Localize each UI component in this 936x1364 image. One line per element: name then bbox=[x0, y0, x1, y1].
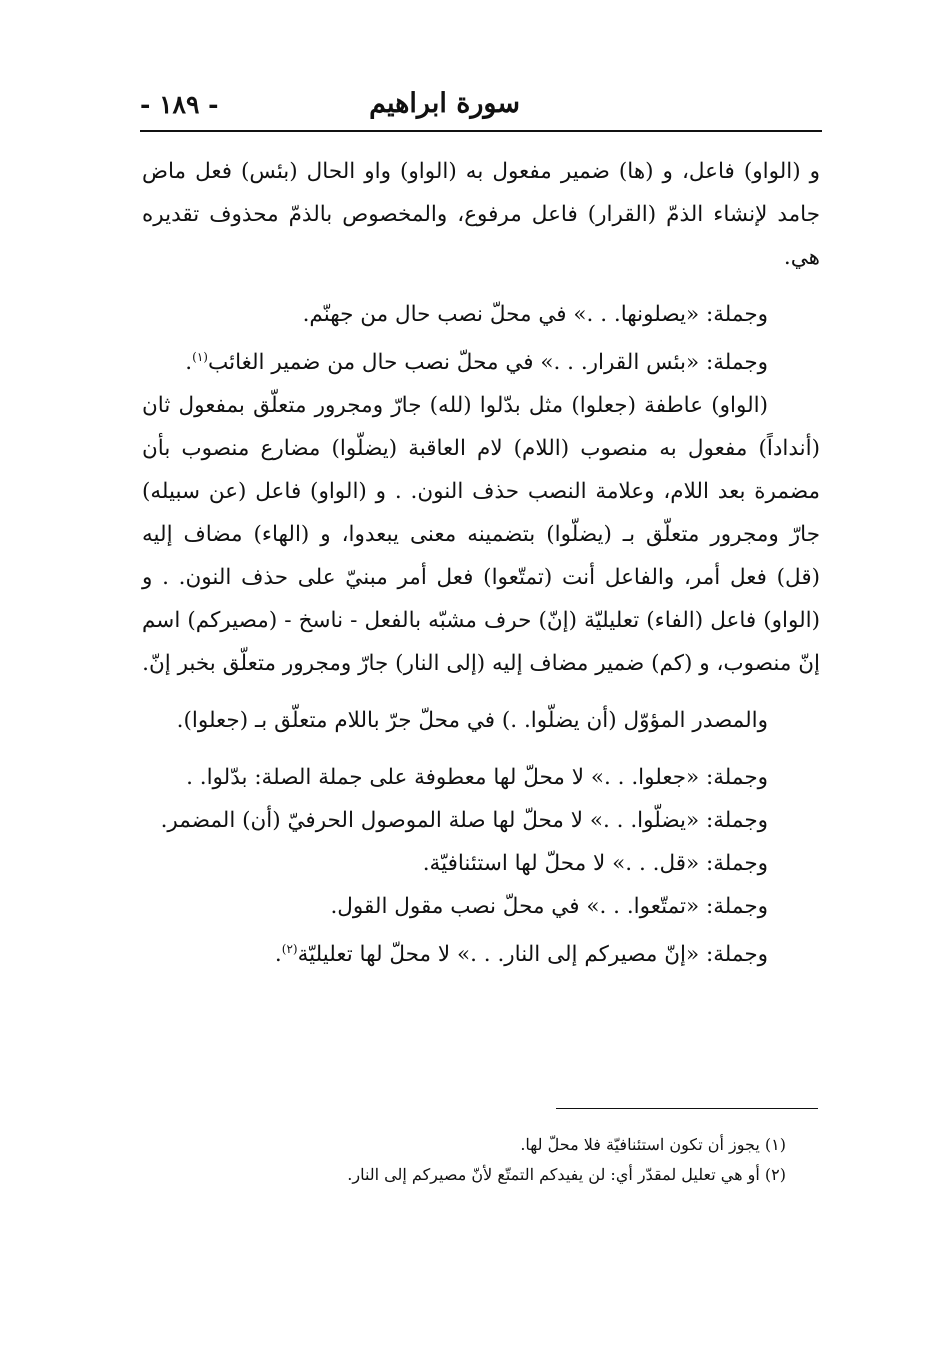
footnote: (٢) أو هي تعليل لمقدّر أي: لن يفيدكم التمتّع لأنّ مصيركم إلى النار. bbox=[347, 1165, 786, 1184]
footnote-ref: (٢) bbox=[281, 942, 298, 957]
page-number: - ١٨٩ - bbox=[140, 90, 219, 119]
paragraph: وجملة: «جعلوا. . .» لا محلّ لها معطوفة على جملة الصلة: بدّلوا. . bbox=[186, 765, 768, 791]
paragraph: وجملة: «تمتّعوا. . .» في محلّ نصب مقول القول. bbox=[330, 894, 768, 920]
header-rule bbox=[140, 130, 822, 132]
paragraph: والمصدر المؤوّل (أن يضلّوا. .) في محلّ جرّ باللام متعلّق بـ (جعلوا). bbox=[176, 708, 768, 734]
footnote-rule bbox=[556, 1108, 818, 1109]
paragraph: وجملة: «يضلّوا. . .» لا محلّ لها صلة الموصول الحرفيّ (أن) المضمر. bbox=[160, 808, 768, 834]
paragraph: و (الواو) فاعل، و (ها) ضمير مفعول به (الواو) واو الحال (بئس) فعل ماض جامد لإنشاء الذمّ (القرار) فاعل مرفوع، والمخصوص بالذمّ محذوف تقديره هي. bbox=[142, 159, 820, 270]
paragraph-text: وجملة: «بئس القرار. . .» في محلّ نصب حال من ضمير الغائب bbox=[207, 350, 768, 376]
page-header bbox=[140, 86, 820, 130]
paragraph: وجملة: «إنّ مصيركم إلى النار. . .» لا محلّ لها تعليليّة$^{(٢)}$. bbox=[274, 942, 768, 968]
footnote-ref: (١) bbox=[192, 350, 208, 364]
footnote: (١) يجوز أن تكون استئنافيّة فلا محلّ لها. bbox=[520, 1135, 786, 1154]
paragraph-text: وجملة: «إنّ مصيركم إلى النار. . .» لا محلّ لها تعليليّة bbox=[297, 942, 768, 968]
paragraph: (الواو) عاطفة (جعلوا) مثل بدّلوا (لله) جارّ ومجرور متعلّق بمفعول ثان (أنداداً) مفعول به منصوب (اللام) لام العاقبة (يضلّوا) مضارع منصوب بأن مضمرة بعد اللام، وعلامة النصب حذف النون. . و (الواو) فاعل (عن سبيله) جارّ ومجرور متعلّق بـ (يضلّوا) بتضمينه معنى يبعدوا، و (الهاء) مضاف إليه (قل) فعل أمر، والفاعل أنت (تمتّعوا) فعل أمر مبنيّ على حذف النون. . و (الواو) فاعل (الفاء) تعليليّة (إنّ) حرف مشبّه بالفعل - ناسخ - (مصيركم) اسم إنّ منصوب، و (كم) ضمير مضاف إليه (إلى النار) جارّ ومجرور متعلّق بخبر إنّ. bbox=[142, 393, 820, 677]
running-title: سورة ابراهيم bbox=[369, 88, 520, 119]
footnotes bbox=[142, 1130, 818, 1190]
paragraph: وجملة: «قل. . .» لا محلّ لها استئنافيّة. bbox=[422, 851, 768, 877]
body-text bbox=[142, 150, 820, 976]
paragraph: وجملة: «بئس القرار. . .» في محلّ نصب حال من ضمير الغائب$^{(١)}$. bbox=[185, 350, 768, 376]
paragraph: وجملة: «يصلونها. . .» في محلّ نصب حال من جهنّم. bbox=[302, 302, 768, 327]
